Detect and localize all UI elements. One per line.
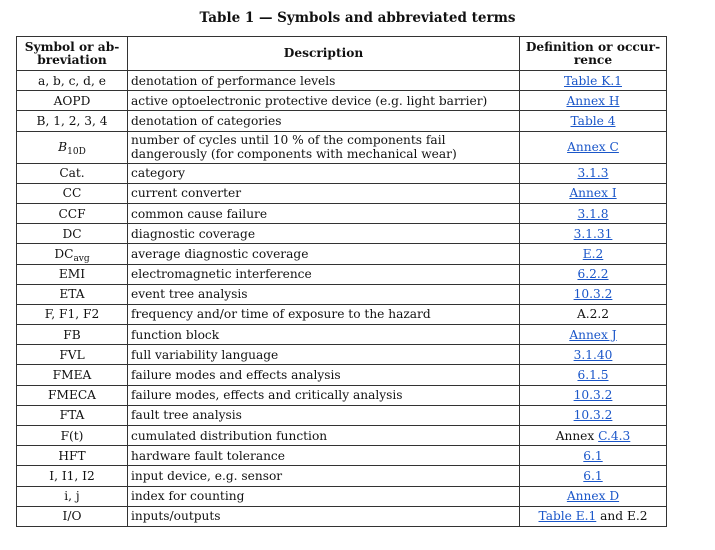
definition-link[interactable]: Table E.1 xyxy=(538,509,597,524)
symbol-subscript: 10D xyxy=(67,147,86,158)
definition-cell xyxy=(520,365,667,385)
table-row xyxy=(17,405,667,425)
table-row xyxy=(17,224,667,244)
definition-link[interactable]: Annex I xyxy=(569,186,617,201)
symbol-cell: HFT xyxy=(17,446,128,466)
table-row xyxy=(17,426,667,446)
table-row xyxy=(17,183,667,203)
description-cell: inputs/outputs xyxy=(128,506,520,526)
description-cell: index for counting xyxy=(128,486,520,506)
table-row xyxy=(17,385,667,405)
definition-cell xyxy=(520,325,667,345)
definition-link[interactable]: 3.1.8 xyxy=(577,206,609,221)
description-cell: denotation of categories xyxy=(128,111,520,131)
definition-cell xyxy=(520,426,667,446)
header-symbol: Symbol or ab- breviation xyxy=(17,37,128,71)
definition-link[interactable]: C.4.3 xyxy=(598,428,631,443)
definition-cell xyxy=(520,385,667,405)
symbol-cell xyxy=(17,131,128,163)
definition-link[interactable]: 6.1.5 xyxy=(577,368,609,383)
definition-cell xyxy=(520,71,667,91)
description-cell: denotation of performance levels xyxy=(128,71,520,91)
definition-link[interactable]: 3.1.40 xyxy=(573,347,613,362)
symbol-cell: I, I1, I2 xyxy=(17,466,128,486)
definition-link[interactable]: 3.1.31 xyxy=(573,226,613,241)
definition-link[interactable]: Annex H xyxy=(566,93,620,108)
header-description: Description xyxy=(128,37,520,71)
table-row xyxy=(17,345,667,365)
table-caption: Table 1 — Symbols and abbreviated terms xyxy=(199,10,516,26)
definition-cell xyxy=(520,506,667,526)
description-cell: failure modes and effects analysis xyxy=(128,365,520,385)
table-row xyxy=(17,264,667,284)
definition-link[interactable]: 10.3.2 xyxy=(573,408,613,423)
definition-cell xyxy=(520,203,667,223)
symbol-cell xyxy=(17,244,128,264)
table-row xyxy=(17,284,667,304)
table-row xyxy=(17,71,667,91)
symbol-cell: FTA xyxy=(17,405,128,425)
symbol-cell: AOPD xyxy=(17,91,128,111)
symbol-cell: FMEA xyxy=(17,365,128,385)
description-cell: diagnostic coverage xyxy=(128,224,520,244)
description-cell: active optoelectronic protective device (e.g. light barrier) xyxy=(128,91,520,111)
table-row xyxy=(17,506,667,526)
definition-link[interactable]: Annex C xyxy=(567,140,619,155)
symbol-cell: Cat. xyxy=(17,163,128,183)
description-cell: average diagnostic coverage xyxy=(128,244,520,264)
symbol-cell: F(t) xyxy=(17,426,128,446)
definition-cell xyxy=(520,91,667,111)
symbol-cell: a, b, c, d, e xyxy=(17,71,128,91)
definition-cell xyxy=(520,264,667,284)
symbol-cell: CC xyxy=(17,183,128,203)
description-cell: event tree analysis xyxy=(128,284,520,304)
table-row xyxy=(17,91,667,111)
symbol-cell: FB xyxy=(17,325,128,345)
table-row xyxy=(17,244,667,264)
definition-link[interactable]: Annex D xyxy=(566,489,620,504)
table-header-row xyxy=(17,37,667,71)
definition-link[interactable]: 10.3.2 xyxy=(573,388,613,403)
table-row xyxy=(17,446,667,466)
description-cell: cumulated distribution function xyxy=(128,426,520,446)
description-cell: common cause failure xyxy=(128,203,520,223)
description-cell: electromagnetic interference xyxy=(128,264,520,284)
definition-cell xyxy=(520,183,667,203)
symbols-table xyxy=(16,36,667,527)
definition-link[interactable]: 6.2.2 xyxy=(577,267,609,282)
definition-cell xyxy=(520,304,667,324)
definition-cell xyxy=(520,284,667,304)
definition-cell xyxy=(520,131,667,163)
definition-cell xyxy=(520,466,667,486)
definition-cell xyxy=(520,244,667,264)
description-cell: number of cycles until 10 % of the components fail dangerously (for components with mechanical wear) xyxy=(128,131,520,163)
description-cell: frequency and/or time of exposure to the hazard xyxy=(128,304,520,324)
table-row xyxy=(17,365,667,385)
definition-link[interactable]: 6.1 xyxy=(583,448,603,463)
description-cell: function block xyxy=(128,325,520,345)
definition-cell xyxy=(520,486,667,506)
definition-cell xyxy=(520,224,667,244)
definition-link[interactable]: Table 4 xyxy=(570,113,616,128)
symbol-cell: B, 1, 2, 3, 4 xyxy=(17,111,128,131)
table-row xyxy=(17,203,667,223)
definition-link[interactable]: 6.1 xyxy=(583,468,603,483)
definition-link[interactable]: 10.3.2 xyxy=(573,287,613,302)
header-definition: Definition or occur- rence xyxy=(520,37,667,71)
symbol-main: B xyxy=(58,140,68,155)
symbol-main: DC xyxy=(54,246,74,261)
description-cell: hardware fault tolerance xyxy=(128,446,520,466)
definition-cell xyxy=(520,345,667,365)
definition-prefix: Annex xyxy=(555,428,595,443)
description-cell: fault tree analysis xyxy=(128,405,520,425)
description-cell: full variability language xyxy=(128,345,520,365)
definition-cell xyxy=(520,446,667,466)
symbol-cell: F, F1, F2 xyxy=(17,304,128,324)
symbol-subscript: avg xyxy=(73,253,90,264)
definition-link[interactable]: Annex J xyxy=(569,327,617,342)
symbol-cell: I/O xyxy=(17,506,128,526)
table-row xyxy=(17,486,667,506)
table-row xyxy=(17,304,667,324)
definition-link[interactable]: E.2 xyxy=(582,246,604,261)
description-cell: failure modes, effects and critically analysis xyxy=(128,385,520,405)
symbol-cell: FMECA xyxy=(17,385,128,405)
description-cell: category xyxy=(128,163,520,183)
table-row xyxy=(17,466,667,486)
table-row xyxy=(17,163,667,183)
definition-cell xyxy=(520,111,667,131)
symbol-cell: CCF xyxy=(17,203,128,223)
symbol-cell: i, j xyxy=(17,486,128,506)
table-row xyxy=(17,111,667,131)
definition-text: A.2.2 xyxy=(576,307,610,322)
symbol-cell: DC xyxy=(17,224,128,244)
table-row xyxy=(17,131,667,163)
definition-link[interactable]: Table K.1 xyxy=(564,73,622,88)
definition-cell xyxy=(520,405,667,425)
symbol-cell: ETA xyxy=(17,284,128,304)
symbol-cell: EMI xyxy=(17,264,128,284)
definition-suffix: and E.2 xyxy=(600,509,648,524)
description-cell: input device, e.g. sensor xyxy=(128,466,520,486)
definition-link[interactable]: 3.1.3 xyxy=(577,166,609,181)
description-cell: current converter xyxy=(128,183,520,203)
symbol-cell: FVL xyxy=(17,345,128,365)
table-row xyxy=(17,325,667,345)
definition-cell xyxy=(520,163,667,183)
